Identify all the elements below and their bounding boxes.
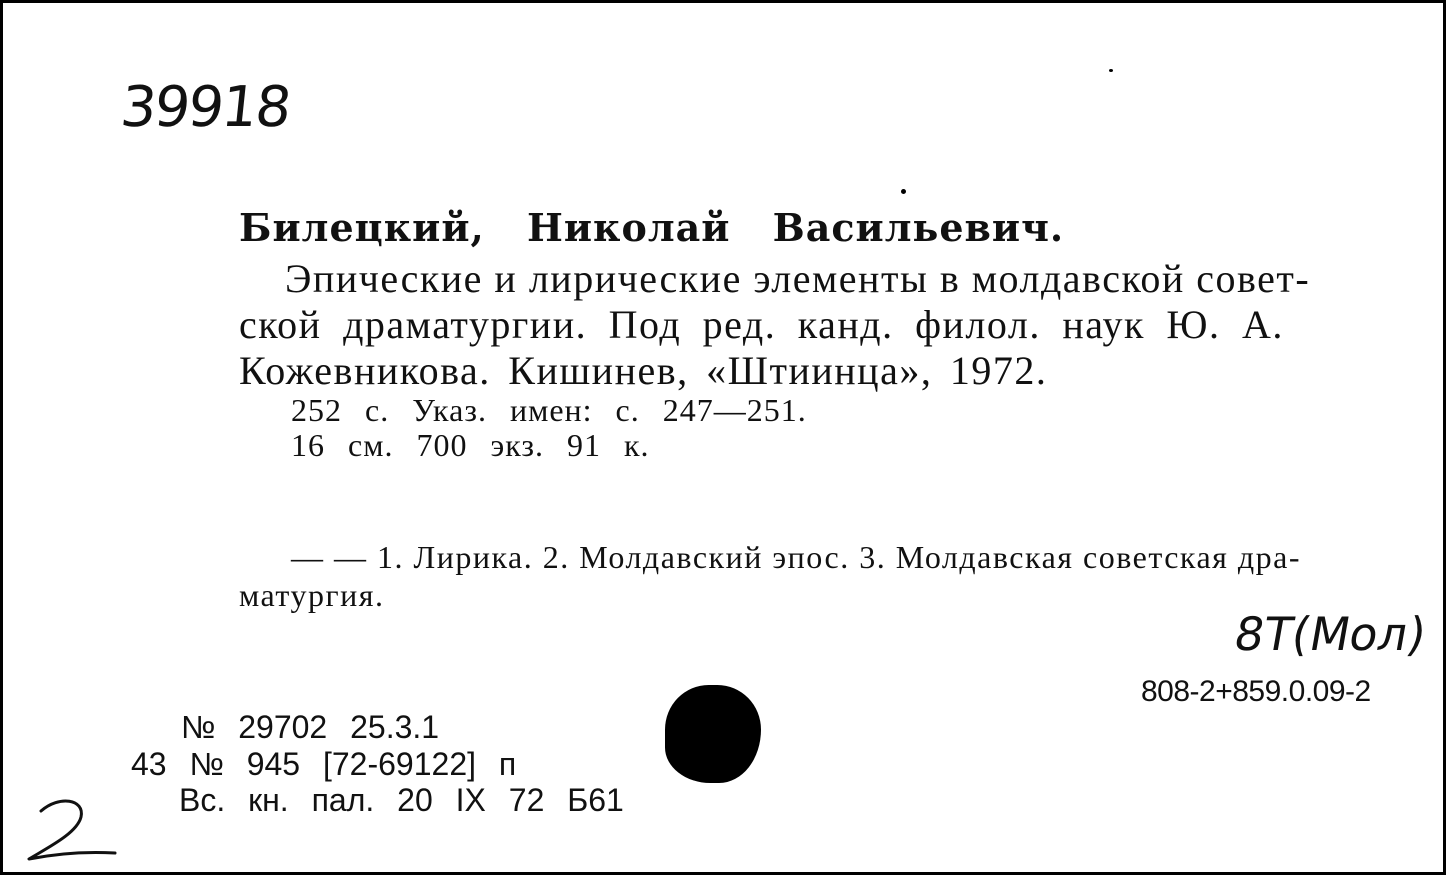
ink-speck bbox=[1109, 69, 1113, 72]
size-price-line: 16 см. 700 экз. 91 к. bbox=[291, 427, 650, 463]
classification-code: 808-2+859.0.09-2 bbox=[1141, 675, 1371, 708]
title-line-2: ской драматургии. Под ред. канд. филол. наук Ю. А. bbox=[239, 302, 1284, 347]
registration-line-2: 43 № 945 [72-69122] п bbox=[131, 746, 517, 782]
subjects-line-1: — — 1. Лирика. 2. Молдавский эпос. 3. Молдавская советская дра- bbox=[291, 539, 1302, 575]
title-line-3: Кожевникова. Кишинев, «Штиинца», 1972. bbox=[239, 348, 1048, 393]
registration-line-3: Вс. кн. пал. 20 IX 72 Б61 bbox=[179, 782, 624, 818]
title-line-1: Эпические и лирические элементы в молдавской совет- bbox=[285, 256, 1311, 301]
pagination-line: 252 с. Указ. имен: с. 247—251. bbox=[291, 392, 807, 428]
punch-hole bbox=[665, 685, 761, 783]
ink-dot bbox=[901, 189, 906, 194]
author-heading: Билецкий, Николай Васильевич. bbox=[239, 205, 1065, 250]
subjects-line-2: матургия. bbox=[239, 577, 385, 613]
registration-line-1: № 29702 25.3.1 bbox=[181, 709, 440, 745]
inventory-number: 39918 bbox=[117, 75, 293, 140]
handwritten-classification: 8Т(Мол) bbox=[1230, 607, 1431, 661]
handwritten-corner-mark bbox=[19, 793, 129, 865]
